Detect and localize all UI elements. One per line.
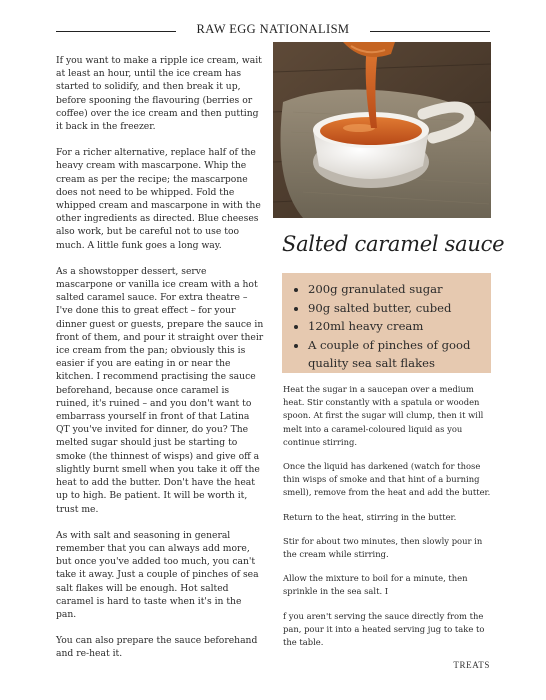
left-paragraph: You can also prepare the sauce beforehand and re-heat it. bbox=[56, 635, 258, 660]
caramel-photo bbox=[273, 42, 491, 218]
section-footer: TREATS bbox=[453, 660, 490, 670]
left-column-text bbox=[56, 54, 264, 674]
left-paragraph: For a richer alternative, replace half of the heavy cream with mascarpone. Whip the cream as per the recipe; the mascarpone does not need to be whipped. Fold the whipped cream and mascarpone in with the other ingredients as directed. Blue cheeses also work, but be careful not to use too much. A little funk goes a long way. bbox=[56, 147, 261, 251]
ingredient-item: • A couple of pinches of good quality sea salt flakes bbox=[308, 336, 483, 373]
left-paragraph: As with salt and seasoning in general remember that you can always add more, but once you've added too much, you can't take it away. Just a couple of pinches of sea salt flakes will be enough. Hot salted caramel is hard to taste when it's in the pan. bbox=[56, 529, 259, 620]
left-paragraph: As a showstopper dessert, serve mascarpone or vanilla ice cream with a hot salted caramel sauce. For extra theatre – I've done this to great effect – for your dinner guest or guests, prepare the sauce in front of them, and pour it straight over their ice cream from the pan; obviously this is easier if you are eating in or near the kitchen. I recommend practising the sauce beforehand, because once caramel is ruined, it's ruined – and you don't want to embarrass yourself in front of that Latina QT you've invited for dinner, do you? The melted sugar should just be starting to smoke (the thinnest of wisps) and give off a slightly burnt smell when you take it off the heat to add the butter. Don't have the heat up to high. Be patient. It will be worth it, trust me. bbox=[56, 265, 264, 515]
left-paragraph: If you want to make a ripple ice cream, wait at least an hour, until the ice cream has started to solidify, and then break it up, before spooning the flavouring (berries or coffee) over the ice cream and then putting it back in the freezer. bbox=[56, 55, 262, 133]
method-step: f you aren't serving the sauce directly from the pan, pour it into a heated serving jug to take to the table. bbox=[283, 610, 485, 648]
ingredients-box bbox=[282, 273, 491, 373]
ingredients-list bbox=[292, 280, 483, 373]
ingredient-item: • 200g granulated sugar bbox=[308, 280, 483, 299]
method-step: Allow the mixture to boil for a minute, then sprinkle in the sea salt. I bbox=[283, 573, 468, 597]
method-step: Heat the sugar in a saucepan over a medium heat. Stir constantly with a spatula or wooden spoon. At first the sugar will clump, then it will melt into a caramel-coloured liquid as you continue stirring. bbox=[283, 384, 484, 447]
method-text bbox=[283, 383, 495, 660]
header-title: RAW EGG NATIONALISM bbox=[196, 22, 350, 36]
method-step: Return to the heat, stirring in the butter. bbox=[283, 511, 457, 522]
method-step: Once the liquid has darkened (watch for those thin wisps of smoke and that hint of a burning smell), remove from the heat and add the butter. bbox=[283, 461, 491, 498]
page-header bbox=[56, 22, 490, 40]
recipe-title: Salted caramel sauce bbox=[282, 232, 505, 256]
header-rule-right bbox=[370, 31, 490, 32]
method-step: Stir for about two minutes, then slowly pour in the cream while stirring. bbox=[283, 535, 483, 560]
caramel-jug-illustration bbox=[273, 42, 491, 218]
ingredient-item: • 120ml heavy cream bbox=[308, 317, 483, 336]
ingredient-item: • 90g salted butter, cubed bbox=[308, 299, 483, 318]
